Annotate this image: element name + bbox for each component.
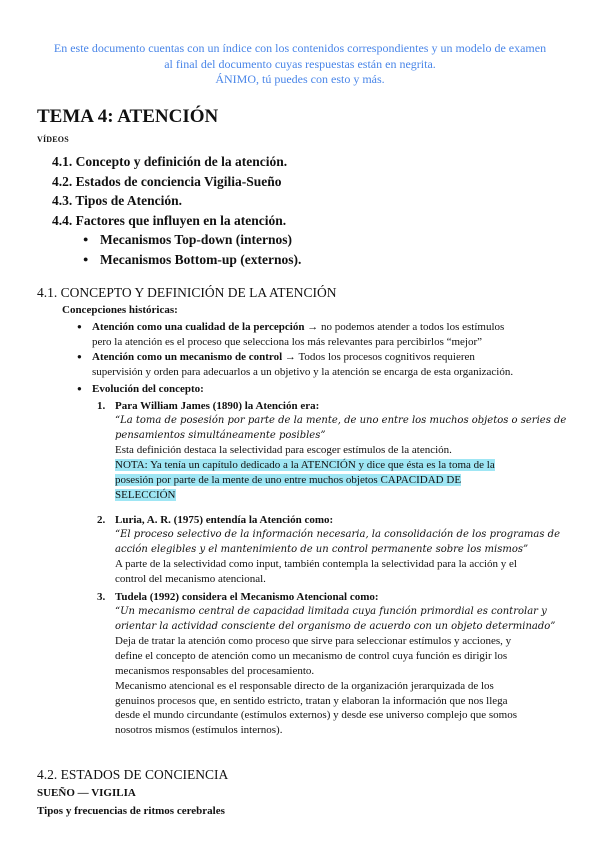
toc-item-4-1: 4.1. Concepto y definición de la atención. <box>52 154 288 169</box>
item-text: mecanismos responsables del procesamiento. <box>115 664 315 677</box>
highlighted-note: NOTA: Ya tenía un capítulo dedicado a la ATENCIÓN y dice que ésta es la toma de la <box>115 459 495 472</box>
bullet-cualidad-percepcion <box>92 320 562 350</box>
item-number: 1. <box>97 400 106 412</box>
bullet-evolucion <box>92 382 562 397</box>
item-heading: Tudela (1992) considera el Mecanismo Atencional como: <box>115 591 379 603</box>
item-text: Deja de tratar la atención como proceso que sirve para seleccionar estímulos y acciones, y <box>115 635 512 648</box>
section-heading-4-2: 4.2. ESTADOS DE CONCIENCIA <box>37 767 229 782</box>
item-quote: “El proceso selectivo de la información necesaria, la consolidación de los programas de <box>115 528 560 540</box>
bullet-mecanismo-control <box>92 350 562 380</box>
item-text: nosotros mismos (estímulos internos). <box>115 724 283 737</box>
page-title: TEMA 4: ATENCIÓN <box>37 106 219 127</box>
item-quote: “La toma de posesión por parte de la mente, de uno entre los muchos objetos o series de <box>115 414 567 426</box>
section-heading-4-1: 4.1. CONCEPTO Y DEFINICIÓN DE LA ATENCIÓN <box>37 285 337 300</box>
intro-note <box>30 41 570 88</box>
bullet-text: supervisión y orden para adecuarlos a un objetivo y la atención se encarga de esta organización. <box>92 365 514 378</box>
item-quote: “Un mecanismo central de capacidad limitada cuya función primordial es controlar y <box>115 605 547 617</box>
bullet-text: → Todos los procesos cognitivos requieren <box>282 351 475 363</box>
item-quote: pensamientos simultáneamente posibles” <box>115 429 326 441</box>
item-quote: acción elegibles y el mantenimiento de un control permanente sobre los mismos” <box>115 543 529 555</box>
item-heading: Para William James (1890) la Atención era: <box>115 400 320 412</box>
item-text: Mecanismo atencional es el responsable directo de la organización jerarquizada de los <box>115 679 494 692</box>
bullet-bold-text: Atención como una cualidad de la percepción <box>92 321 305 333</box>
item-text: A parte de la selectividad como input, también contempla la selectividad para la acción y el <box>115 558 517 571</box>
table-of-contents <box>52 152 301 269</box>
sueno-vigilia-label: SUEÑO — VIGILIA <box>37 787 136 799</box>
highlighted-note: SELECCIÓN <box>115 488 176 501</box>
numbered-item-james <box>97 399 570 503</box>
toc-subitem-label: Mecanismos Bottom-up (externos). <box>100 251 302 267</box>
item-text: genuinos procesos que, en sentido estricto, tratan y elaboran la información que nos llega <box>115 694 508 707</box>
item-heading: Luria, A. R. (1975) entendía la Atención como: <box>115 514 334 526</box>
toc-subitem-top-down <box>52 230 301 250</box>
intro-line-1: En este documento cuentas con un índice con los contenidos correspondientes y un modelo de examen <box>53 41 547 55</box>
concepciones-heading: Concepciones históricas: <box>62 304 178 316</box>
ritmos-cerebrales-label: Tipos y frecuencias de ritmos cerebrales <box>37 805 225 817</box>
bullet-bold-text: Evolución del concepto: <box>92 383 204 395</box>
intro-line-3: ÁNIMO, tú puedes con esto y más. <box>215 72 385 86</box>
item-text: define el concepto de atención como un mecanismo de control cuya función es dirigir los <box>115 650 508 663</box>
toc-subitem-label: Mecanismos Top-down (internos) <box>100 232 293 247</box>
highlighted-note: posesión por parte de la mente de uno entre muchos objetos CAPACIDAD DE <box>115 473 462 486</box>
toc-item-4-4: 4.4. Factores que influyen en la atención. <box>52 212 287 228</box>
toc-subitem-bottom-up <box>52 250 301 270</box>
item-text: control del mecanismo atencional. <box>115 573 266 586</box>
item-quote: orientar la actividad consciente del organismo de acuerdo con un objeto determinado” <box>115 620 556 632</box>
toc-item-4-3: 4.3. Tipos de Atención. <box>52 193 183 208</box>
bullet-text: pero la atención es el proceso que selecciona los más relevantes para percibirlos “mejor” <box>92 335 483 348</box>
item-number: 2. <box>97 514 106 526</box>
item-text: Esta definición destaca la selectividad para escoger estímulos de la atención. <box>115 444 452 457</box>
item-number: 3. <box>97 591 106 603</box>
numbered-item-luria <box>97 513 570 587</box>
intro-line-2: al final del documento cuyas respuestas están en negrita. <box>164 56 436 71</box>
numbered-item-tudela <box>97 590 570 738</box>
videos-label: VÍDEOS <box>37 135 69 144</box>
item-text: desde el mundo circundante (estímulos externos) y desde ese universo complejo que somos <box>115 709 518 722</box>
bullet-bold-text: Atención como un mecanismo de control <box>92 351 283 363</box>
bullet-text: → no podemos atender a todos los estímulos <box>304 321 505 333</box>
toc-item-4-2: 4.2. Estados de conciencia Vigilia-Sueño <box>52 173 282 189</box>
